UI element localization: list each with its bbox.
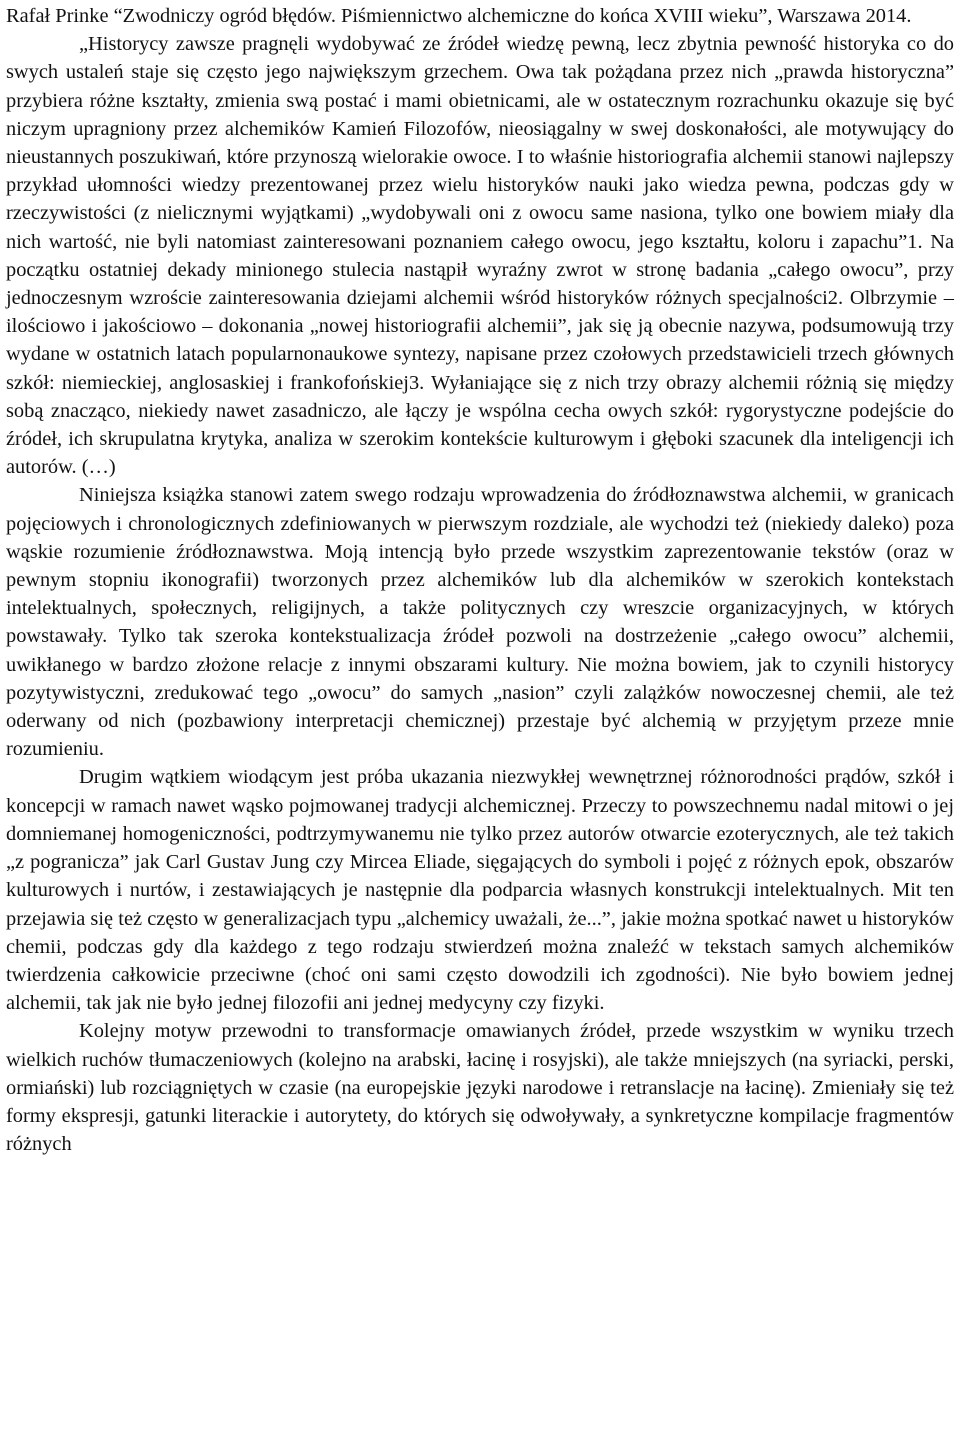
- paragraph-3: Drugim wątkiem wiodącym jest próba ukazania niezwykłej wewnętrznej różnorodności prądów, szkół i koncepcji w ramach nawet wąsko pojmowanej tradycji alchemicznej. Przeczy to powszechnemu nadal mitowi o jej domniemanej homogeniczności, podtrzymywanemu nie tylko przez autorów otwarcie ezoterycznych, ale też takich „z pogranicza” jak Carl Gustav Jung czy Mircea Eliade, sięgających do symboli i pojęć z różnych epok, obszarów kulturowych i nurtów, i zestawiających je następnie dla podparcia własnych konstrukcji intelektualnych. Mit ten przejawia się też często w generalizacjach typu „alchemicy uważali, że...”, jakie można spotkać nawet u historyków chemii, podczas gdy dla każdego z tego rodzaju stwierdzeń można znaleźć w tekstach samych alchemików twierdzenia całkowicie przeciwne (choć oni sami często dowodzili ich zgodności). Nie było bowiem jednej alchemii, tak jak nie było jednej filozofii ani jednej medycyny czy fizyki.: [6, 766, 954, 1015]
- paragraph-4: Kolejny motyw przewodni to transformacje omawianych źródeł, przede wszystkim w wyniku trzech wielkich ruchów tłumaczeniowych (kolejno na arabski, łacinę i rosyjski), ale także mniejszych (na syriacki, perski, ormiański) lub rozciągniętych w czasie (na europejskie języki narodowe i retranslacje na łacinę). Zmieniały się też formy ekspresji, gatunki literackie i autorytety, do których się odwoływały, a synkretyczne kompilacje fragmentów różnych: [6, 1020, 954, 1156]
- paragraph-1: „Historycy zawsze pragnęli wydobywać ze źródeł wiedzę pewną, lecz zbytnia pewność historyka co do swych ustaleń staje się często jego największym grzechem. Owa tak pożądana przez nich „prawda historyczna” przybiera różne kształty, zmienia swą postać i mami obietnicami, ale w ostatecznym rozrachunku okazuje się być niczym upragniony przez alchemików Kamień Filozofów, nieosiągalny w swej doskonałości, ale motywujący do nieustannych poszukiwań, które przynoszą wielorakie owoce. I to właśnie historiografia alchemii stanowi najlepszy przykład ułomności wiedzy prezentowanej przez wielu historyków nauki jako wiedza pewna, podczas gdy w rzeczywistości (z nielicznymi wyjątkami) „wydobywali oni z owocu same nasiona, tylko one bowiem miały dla nich wartość, nie byli natomiast zainteresowani poznaniem całego owocu, jego kształtu, koloru i zapachu”1. Na początku ostatniej dekady minionego stulecia nastąpił wyraźny zwrot w stronę badania „całego owocu”, przy jednoczesnym wzroście zainteresowania dziejami alchemii wśród historyków różnych specjalności2. Olbrzymie – ilościowo i jakościowo – dokonania „nowej historiografii alchemii”, jak się ją obecnie nazywa, podsumowują trzy wydane w ostatnich latach popularnonaukowe syntezy, napisane przez czołowych przedstawicieli trzech głównych szkół: niemieckiej, anglosaskiej i frankofońskiej3. Wyłaniające się z nich trzy obrazy alchemii różnią się między sobą znacząco, niekiedy nawet zasadniczo, ale łączy je wspólna cecha owych szkół: rygorystyczne podejście do źródeł, ich skrupulatna krytyka, analiza w szerokim kontekście kulturowym i głęboki szacunek dla inteligencji ich autorów. (…): [6, 33, 954, 479]
- citation-header: Rafał Prinke “Zwodniczy ogród błędów. Piśmiennictwo alchemiczne do końca XVIII wieku”, Warszawa 2014.: [6, 5, 912, 27]
- paragraph-2: Niniejsza książka stanowi zatem swego rodzaju wprowadzenia do źródłoznawstwa alchemii, w granicach pojęciowych i chronologicznych zdefiniowanych w pierwszym rozdziale, ale wychodzi też (niekiedy daleko) poza wąskie rozumienie źródłoznawstwa. Moją intencją było przede wszystkim zaprezentowanie tekstów (oraz w pewnym stopniu ikonografii) tworzonych przez alchemików lub dla alchemików w szerokich kontekstach intelektualnych, społecznych, religijnych, a także politycznych czy wreszcie organizacyjnych, w których powstawały. Tylko tak szeroka kontekstualizacja źródeł pozwoli na dostrzeżenie „całego owocu” alchemii, uwikłanego w bardzo złożone relacje z innymi obszarami kultury. Nie można bowiem, jak to czynili historycy pozytywistyczni, zredukować tego „owocu” do samych „nasion” czyli zalążków nowoczesnej chemii, ale też oderwany od nich (pozbawiony interpretacji chemicznej) przestaje być alchemią w przyjętym przeze mnie rozumieniu.: [6, 484, 954, 761]
